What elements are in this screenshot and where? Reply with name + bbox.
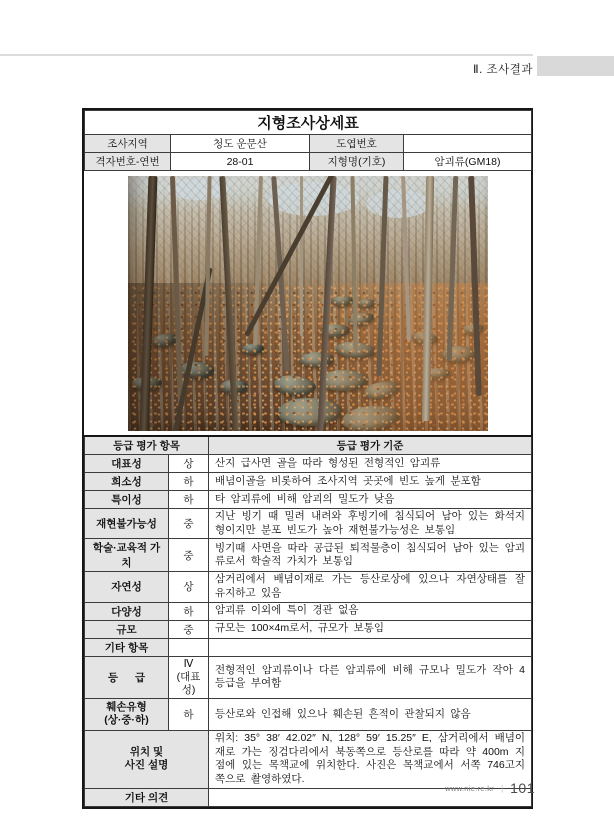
footer-site-url: www.nie.re.kr (445, 783, 495, 793)
site-photo (128, 176, 488, 431)
grid-number-value: 28-01 (171, 153, 310, 171)
eval-grade-value: 중 (169, 620, 209, 638)
eval-grade-value (169, 638, 209, 656)
eval-item-label: 희소성 (85, 473, 169, 491)
eval-criteria-text: 삼거리에서 배념이재로 가는 등산로상에 있으나 자연상태를 잘 유지하고 있음 (209, 572, 532, 602)
photo-cell (84, 171, 531, 435)
survey-area-label: 조사지역 (85, 135, 171, 153)
eval-grade-value: 상 (169, 572, 209, 602)
header-rule (0, 54, 533, 56)
eval-grade-value: 상 (169, 455, 209, 473)
sheet-info-table (84, 110, 532, 171)
eval-row-naturalness (85, 572, 532, 602)
landform-label: 지형명(기호) (310, 153, 404, 171)
eval-row-diversity (85, 602, 532, 620)
damage-type-criteria: 등산로와 인접해 있으나 훼손된 흔적이 관찰되지 않음 (209, 698, 532, 730)
eval-criteria-text (209, 638, 532, 656)
eval-item-label: 재현불가능성 (85, 509, 169, 539)
other-opinion-label: 기타 의견 (85, 788, 209, 806)
location-label: 위치 및 사진 설명 (85, 730, 209, 788)
eval-item-label: 기타 항목 (85, 638, 169, 656)
footer-page-number: 101 (510, 780, 535, 796)
eval-row-damage-type (85, 698, 532, 730)
eval-criteria-text: 지난 빙기 때 밀려 내려와 후빙기에 침식되어 남아 있는 화석지형이지만 분포 빈도가 높아 재현불가능성은 보통임 (209, 509, 532, 539)
eval-grade-value: 하 (169, 602, 209, 620)
final-grade-criteria: 전형적인 암괴류이나 다른 암괴류에 비해 규모나 밀도가 작아 4등급을 부여함 (209, 656, 532, 698)
eval-row-scale (85, 620, 532, 638)
final-grade-basis: (대표성) (176, 670, 201, 696)
eval-item-label: 특이성 (85, 491, 169, 509)
damage-type-grade: 하 (169, 698, 209, 730)
eval-row-rarity (85, 473, 532, 491)
map-sheet-value (404, 135, 532, 153)
eval-criteria-text: 규모는 100×4m로서, 규모가 보통임 (209, 620, 532, 638)
eval-header-item: 등급 평가 항목 (85, 436, 209, 455)
sheet-title: 지형조사상세표 (85, 111, 532, 135)
location-description-text: 위치: 35° 38′ 42.02″ N, 128° 59′ 15.25″ E, 삼거리에서 배념이재로 가는 징검다리에서 북동쪽으로 등산로를 따라 약 400m 지점에 있는 목책교에 위치한다. 사진은 목책교에서 서쪽 746고지쪽으로 촬영하였다. (209, 730, 532, 788)
landform-value: 암괴류(GM18) (404, 153, 532, 171)
eval-criteria-text: 산지 급사면 골을 따라 형성된 전형적인 암괴류 (209, 455, 532, 473)
eval-grade-value: 중 (169, 539, 209, 572)
footer-separator: | (501, 783, 504, 793)
eval-criteria-text: 빙기때 사면을 따라 공급된 퇴적물층이 침식되어 남아 있는 암괴류로서 학술적 가치가 보통임 (209, 539, 532, 572)
eval-item-label: 학술·교육적 가치 (85, 539, 169, 572)
map-sheet-label: 도엽번호 (310, 135, 404, 153)
eval-grade-value: 중 (169, 509, 209, 539)
damage-type-label: 훼손유형 (상·중·하) (85, 698, 169, 730)
final-grade-label: 등 급 (85, 656, 169, 698)
eval-row-representativeness (85, 455, 532, 473)
eval-grade-value: 하 (169, 491, 209, 509)
page-edge-tab (537, 56, 614, 76)
eval-row-uniqueness (85, 491, 532, 509)
survey-area-value: 청도 운문산 (171, 135, 310, 153)
eval-row-academic-value (85, 539, 532, 572)
tree-trunk-shape (300, 176, 303, 336)
eval-item-label: 대표성 (85, 455, 169, 473)
page-footer (445, 780, 535, 796)
chapter-label: Ⅱ. 조사결과 (473, 64, 533, 76)
eval-row-other-items (85, 638, 532, 656)
eval-criteria-text: 배념이골을 비롯하여 조사지역 곳곳에 빈도 높게 분포함 (209, 473, 532, 491)
eval-criteria-text: 타 암괴류에 비해 암괴의 밀도가 낮음 (209, 491, 532, 509)
survey-detail-sheet (82, 108, 533, 809)
eval-row-final-grade (85, 656, 532, 698)
eval-row-irreproducibility (85, 509, 532, 539)
eval-criteria-text: 암괴류 이외에 특이 경관 없음 (209, 602, 532, 620)
eval-item-label: 다양성 (85, 602, 169, 620)
eval-grade-value: 하 (169, 473, 209, 491)
final-grade-value (169, 656, 209, 698)
eval-item-label: 규모 (85, 620, 169, 638)
eval-header-criteria: 등급 평가 기준 (209, 436, 532, 455)
eval-item-label: 자연성 (85, 572, 169, 602)
grid-number-label: 격자번호-연번 (85, 153, 171, 171)
evaluation-table (84, 435, 532, 807)
final-grade-roman: Ⅳ (183, 657, 194, 670)
